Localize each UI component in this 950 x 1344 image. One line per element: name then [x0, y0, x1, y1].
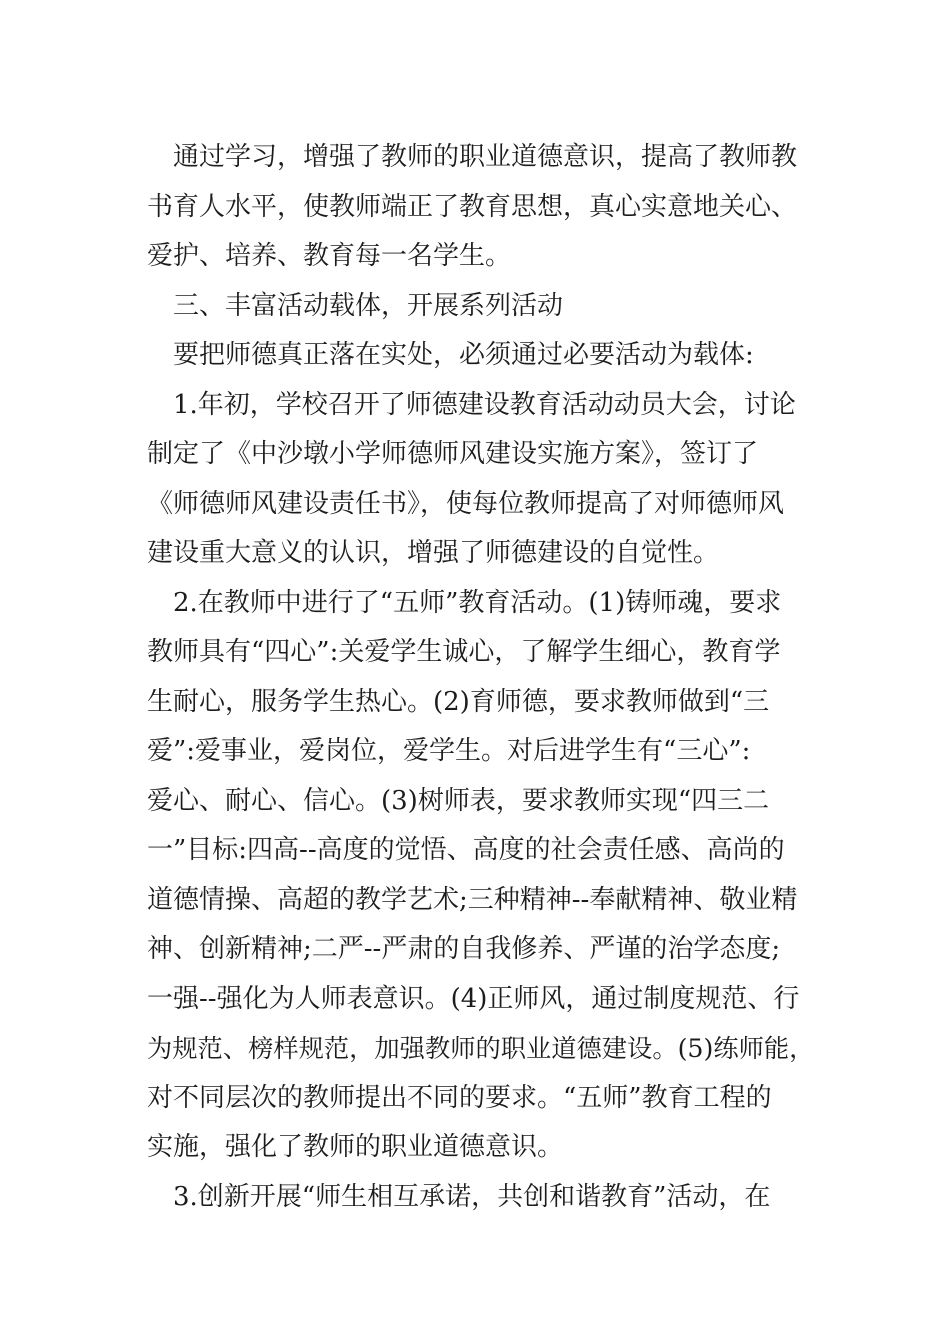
paragraph-line: 通过学习，增强了教师的职业道德意识，提高了教师教 [173, 142, 798, 172]
paragraph-line: 2.在教师中进行了“五师”教育活动。(1)铸师魂，要求 [173, 587, 782, 618]
paragraph-line: 要把师德真正落在实处，必须通过必要活动为载体: [173, 340, 754, 370]
paragraph-line: 实施，强化了教师的职业道德意识。 [147, 1132, 564, 1162]
paragraph-line: 爱”:爱事业，爱岗位，爱学生。对后进学生有“三心”: [147, 736, 751, 766]
paragraph-line: 教师具有“四心”:关爱学生诚心，了解学生细心，教育学 [147, 637, 781, 667]
paragraph-line: 生耐心，服务学生热心。(2)育师德，要求教师做到“三 [147, 686, 770, 717]
paragraph-line: 书育人水平，使教师端正了教育思想，真心实意地关心、 [147, 191, 798, 222]
paragraph-line: 1.年初，学校召开了师德建设教育活动动员大会，讨论 [173, 389, 796, 420]
paragraph-line: 为规范、榜样规范，加强教师的职业道德建设。(5)练师能， [147, 1034, 815, 1063]
paragraph-line: 神、创新精神;二严--严肃的自我修养、严谨的治学态度; [147, 934, 781, 964]
paragraph-line: 建设重大意义的认识，增强了师德建设的自觉性。 [147, 538, 720, 568]
paragraph-line: 对不同层次的教师提出不同的要求。“五师”教育工程的 [147, 1082, 772, 1113]
paragraph-line: 3.创新开展“师生相互承诺，共创和谐教育”活动，在 [173, 1181, 771, 1212]
paragraph-line: 一强--强化为人师表意识。(4)正师风，通过制度规范、行 [147, 983, 800, 1014]
paragraph-line: 爱护、培养、教育每一名学生。 [147, 241, 512, 271]
paragraph-line: 一”目标:四高--高度的觉悟、高度的社会责任感、高尚的 [147, 835, 785, 865]
paragraph-line: 道德情操、高超的教学艺术;三种精神--奉献精神、敬业精 [147, 884, 798, 915]
document-body [147, 133, 815, 1222]
paragraph-line: 制定了《中沙墩小学师德师风建设实施方案》，签订了 [147, 439, 759, 469]
paragraph-line: 《师德师风建设责任书》，使每位教师提高了对师德师风 [147, 488, 785, 519]
paragraph-line: 爱心、耐心、信心。(3)树师表，要求教师实现“四三二 [147, 785, 770, 816]
section-heading: 三、丰富活动载体，开展系列活动 [173, 290, 564, 321]
